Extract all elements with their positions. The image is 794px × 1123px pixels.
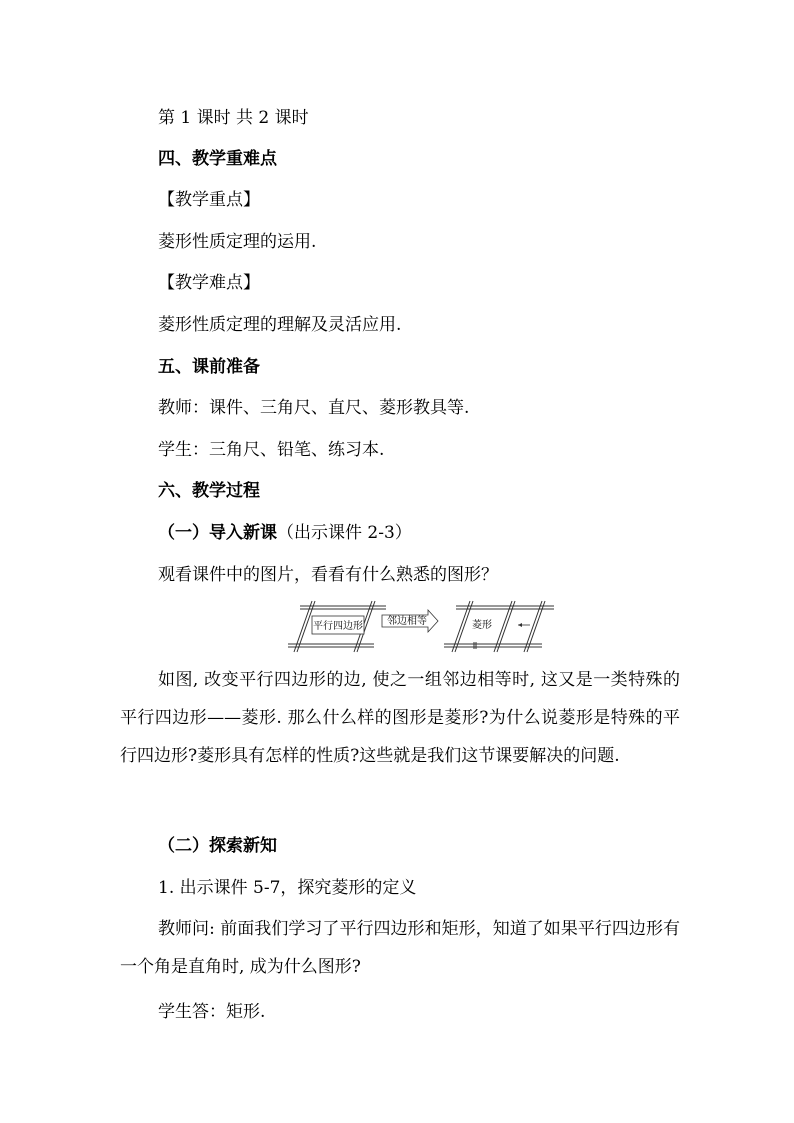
intro-paragraph: 如图, 改变平行四边形的边, 使之一组邻边相等时, 这又是一类特殊的平行四边形——菱形. 那么什么样的图形是菱形?为什么说菱形是特殊的平行四边形?菱形具有怎样的性质?这些就是我们这节课要解决的问题. — [120, 670, 680, 766]
section-heading-4: 四、教学重难点 — [158, 149, 277, 169]
rhombus-sticks — [444, 601, 554, 652]
arrow-label: 邻边相等 — [387, 616, 427, 627]
key-point-text: 菱形性质定理的运用. — [158, 232, 317, 252]
period-info: 第 1 课时 共 2 课时 — [158, 108, 309, 128]
key-point-heading: 【教学重点】 — [158, 190, 260, 210]
section-heading-6: 六、教学过程 — [158, 481, 260, 501]
difficulty-text: 菱形性质定理的理解及灵活应用. — [158, 315, 402, 335]
section-heading-5: 五、课前准备 — [158, 357, 260, 377]
rhombus-label: 菱形 — [472, 620, 492, 631]
student-preparation: 学生：三角尺、铅笔、练习本. — [158, 440, 385, 460]
item-1-heading: 1. 出示课件 5-7，探究菱形的定义 — [158, 878, 417, 898]
parallelogram-to-rhombus-figure — [286, 598, 556, 656]
part-2-heading: （二）探索新知 — [158, 836, 277, 856]
teacher-question: 教师问: 前面我们学习了平行四边形和矩形，知道了如果平行四边形有一个角是直角时, 成为什么图形? — [120, 919, 680, 977]
small-arrow-icon — [518, 623, 530, 627]
part-1-note: （出示课件 2-3） — [277, 523, 412, 543]
parallelogram-label: 平行四边形 — [313, 621, 363, 632]
observe-prompt: 观看课件中的图片，看看有什么熟悉的图形？ — [158, 565, 498, 585]
teacher-preparation: 教师：课件、三角尺、直尺、菱形教具等. — [158, 398, 470, 418]
part-1-heading — [158, 523, 412, 543]
difficulty-heading: 【教学难点】 — [158, 273, 260, 293]
part-1-title: （一）导入新课 — [158, 523, 277, 543]
student-answer: 学生答：矩形. — [158, 1002, 266, 1022]
